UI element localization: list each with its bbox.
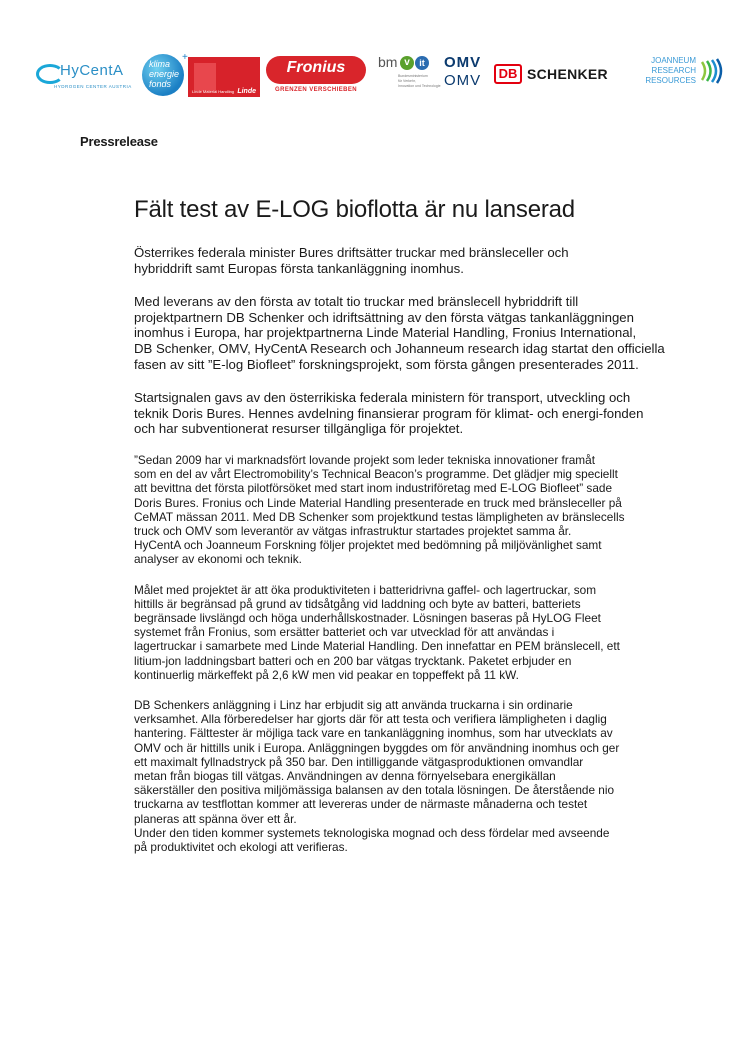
joanneum-line3: RESOURCES <box>645 76 696 85</box>
klima-line1: klima <box>149 59 171 69</box>
text-line: Under den tiden kommer systemets teknologiska mognad och dess fördelar med avseende <box>134 825 610 840</box>
linde-brand: Linde <box>237 88 256 95</box>
text-line: verksamhet. Alla förberedelser har gjorts där för att testa och verifiera lämpligheten i daglig <box>134 712 607 727</box>
text-line: säkerställer den positiva miljömässiga balansen av den totala lösningen. De återstående nio <box>134 783 615 798</box>
text-line: Österrikes federala minister Bures driftsätter truckar med bränsleceller och <box>134 245 569 260</box>
bmvit-line3: Innovation und Technologie <box>398 84 441 88</box>
text-line: ett maximalt fyllnadstryck på 350 bar. Den intilliggande vätgasproduktionen omvandlar <box>134 754 584 769</box>
text-line: Startsignalen gavs av den österrikiska federala ministern för transport, utveckling och <box>134 390 631 406</box>
text-line: litium-jon laddningsbart batteri och en 200 bar vätgas trycktank. Paketet erbjuder en <box>134 653 572 668</box>
paragraph-2 <box>134 390 654 437</box>
text-line: Med leverans av den första av totalt tio truckar med bränslecell hybriddrift till <box>134 294 579 310</box>
text-line: och har subventionerat resurser tillgängliga för projektet. <box>134 421 464 437</box>
hycenta-name: HyCentA <box>60 62 124 79</box>
klima-line2: energie <box>149 69 180 79</box>
paragraph-1 <box>134 294 665 372</box>
text-line: fasen av sitt ”E-log Biofleet” forskningsprojekt, som första gången presenterades 2011. <box>134 356 639 372</box>
bmvit-bm: bm <box>378 54 398 70</box>
text-line: på produktivitet och ekologi att verifieras. <box>134 840 348 855</box>
text-line: truckarna av testflottan kommer att levereras under de närmaste månaderna och testet <box>134 797 588 812</box>
joanneum-logo <box>634 54 724 98</box>
linde-small-text: Linde Material Handling <box>192 89 235 94</box>
omv-bottom: OMV <box>444 72 482 89</box>
text-line: inomhus i Europa, har projektpartnerna Linde Material Handling, Fronius International, <box>134 325 637 341</box>
db-logo: DB <box>494 64 522 84</box>
text-line: hittills är begränsad på grund av tidsåtgång vid laddning och byte av batteri, batteriets <box>134 596 581 611</box>
linde-logo <box>188 57 260 97</box>
text-line: systemet från Fronius, som ersätter batteriet och var utvecklad för att användas i <box>134 625 555 640</box>
joanneum-line1: JOANNEUM <box>651 56 696 65</box>
pressrelease-label: Pressrelease <box>80 134 158 149</box>
paragraph-4 <box>134 583 654 682</box>
text-line: metan från biogas till vätgas. Användningen av denna förnyelsebara energikällan <box>134 769 556 783</box>
text-line: DB Schenker, OMV, HyCentA Research och Johanneum research idag startat den officiella <box>134 340 665 356</box>
text-line: OMV och är hittills unik i Europa. Anläggningen byggdes om för användning inomhus och ger <box>134 740 620 755</box>
klima-line3: fonds <box>149 79 172 89</box>
partner-logos <box>34 52 724 102</box>
article-title: Fält test av E-LOG bioflotta är nu lanserad <box>134 196 575 223</box>
paragraph-3 <box>134 453 654 567</box>
schenker-name: SCHENKER <box>527 66 608 82</box>
bmvit-line1: Bundesministerium <box>398 74 428 78</box>
omv-top: OMV <box>444 54 482 71</box>
klima-energie-fonds-logo <box>142 54 188 100</box>
text-line: truck och OMV som leverantör av vätgas infrastruktur startades projektet samma år. <box>134 523 572 538</box>
text-line: hybriddrift samt Europas första tankanläggning inomhus. <box>134 260 464 276</box>
text-line: hantering. Fälttester är möjliga tack vare en tankanläggning inomhus, som har utvecklats av <box>134 726 613 741</box>
bmvit-it-icon: it <box>415 56 429 70</box>
hycenta-subtitle: HYDROGEN CENTER AUSTRIA <box>54 84 132 89</box>
text-line: HyCentA och Joanneum Forskning följer projektet med bedömning på miljövänlighet samt <box>134 538 602 553</box>
text-line: kontinuerlig märkeffekt på 2,6 kW men vid peakar en toppeffekt på 11 kW. <box>134 667 519 682</box>
text-line: planeras att spänna över ett år. <box>134 811 297 826</box>
text-line: Målet med projektet är att öka produktiviteten i batteridrivna gaffel- och lagertruckar, som <box>134 582 597 597</box>
klima-plus: + <box>182 52 188 63</box>
lead-paragraph <box>134 245 654 276</box>
text-line: lagertruckar i samarbete med Linde Material Handling. Den innefattar en PEM bränslecell, ett <box>134 639 620 654</box>
bmvit-v-icon: v <box>400 56 414 70</box>
text-line: Doris Bures. Fronius och Linde Material Handling presenterade en truck med bränsleceller på <box>134 495 622 510</box>
bmvit-logo <box>378 54 441 98</box>
fronius-name: Fronius <box>286 59 346 76</box>
linde-block-icon <box>194 63 216 91</box>
bmvit-line2: für Verkehr, <box>398 79 416 83</box>
text-line: att bevittna det första pilotförsöket med start inom industriföretag med E-LOG Biofleet” sade <box>134 481 613 496</box>
article-body <box>134 245 665 855</box>
text-line: som en del av vårt Electromobility’s Technical Beacon’s programme. Det glädjer mig speciellt <box>134 467 618 482</box>
hycenta-logo <box>36 60 144 94</box>
paragraph-5 <box>134 698 654 854</box>
fronius-slogan: GRENZEN VERSCHIEBEN <box>275 87 357 93</box>
omv-logo <box>444 54 492 98</box>
text-line: begränsade livslängd och höga underhållskostnader. Lösningen baseras på HyLOG Fleet <box>134 610 601 625</box>
joanneum-waves-icon <box>698 58 724 84</box>
text-line: DB Schenkers anläggning i Linz har erbjudit sig att använda truckarna i sin ordinarie <box>134 697 573 712</box>
text-line: projektpartnern DB Schenker och idriftsättning av den första vätgas tankanläggningen <box>134 309 634 325</box>
text-line: teknik Doris Bures. Hennes avdelning finansierar program för klimat- och energi-fonden <box>134 405 644 421</box>
text-line: ”Sedan 2009 har vi marknadsfört lovande projekt som leder tekniska innovationer framåt <box>134 452 595 467</box>
text-line: CeMAT mässan 2011. Med DB Schenker som projektkund testas lämpligheten av bränslecells <box>134 509 625 524</box>
joanneum-line2: RESEARCH <box>651 66 696 75</box>
fronius-logo <box>266 56 368 98</box>
text-line: analyser av ekonomi och teknik. <box>134 552 302 567</box>
